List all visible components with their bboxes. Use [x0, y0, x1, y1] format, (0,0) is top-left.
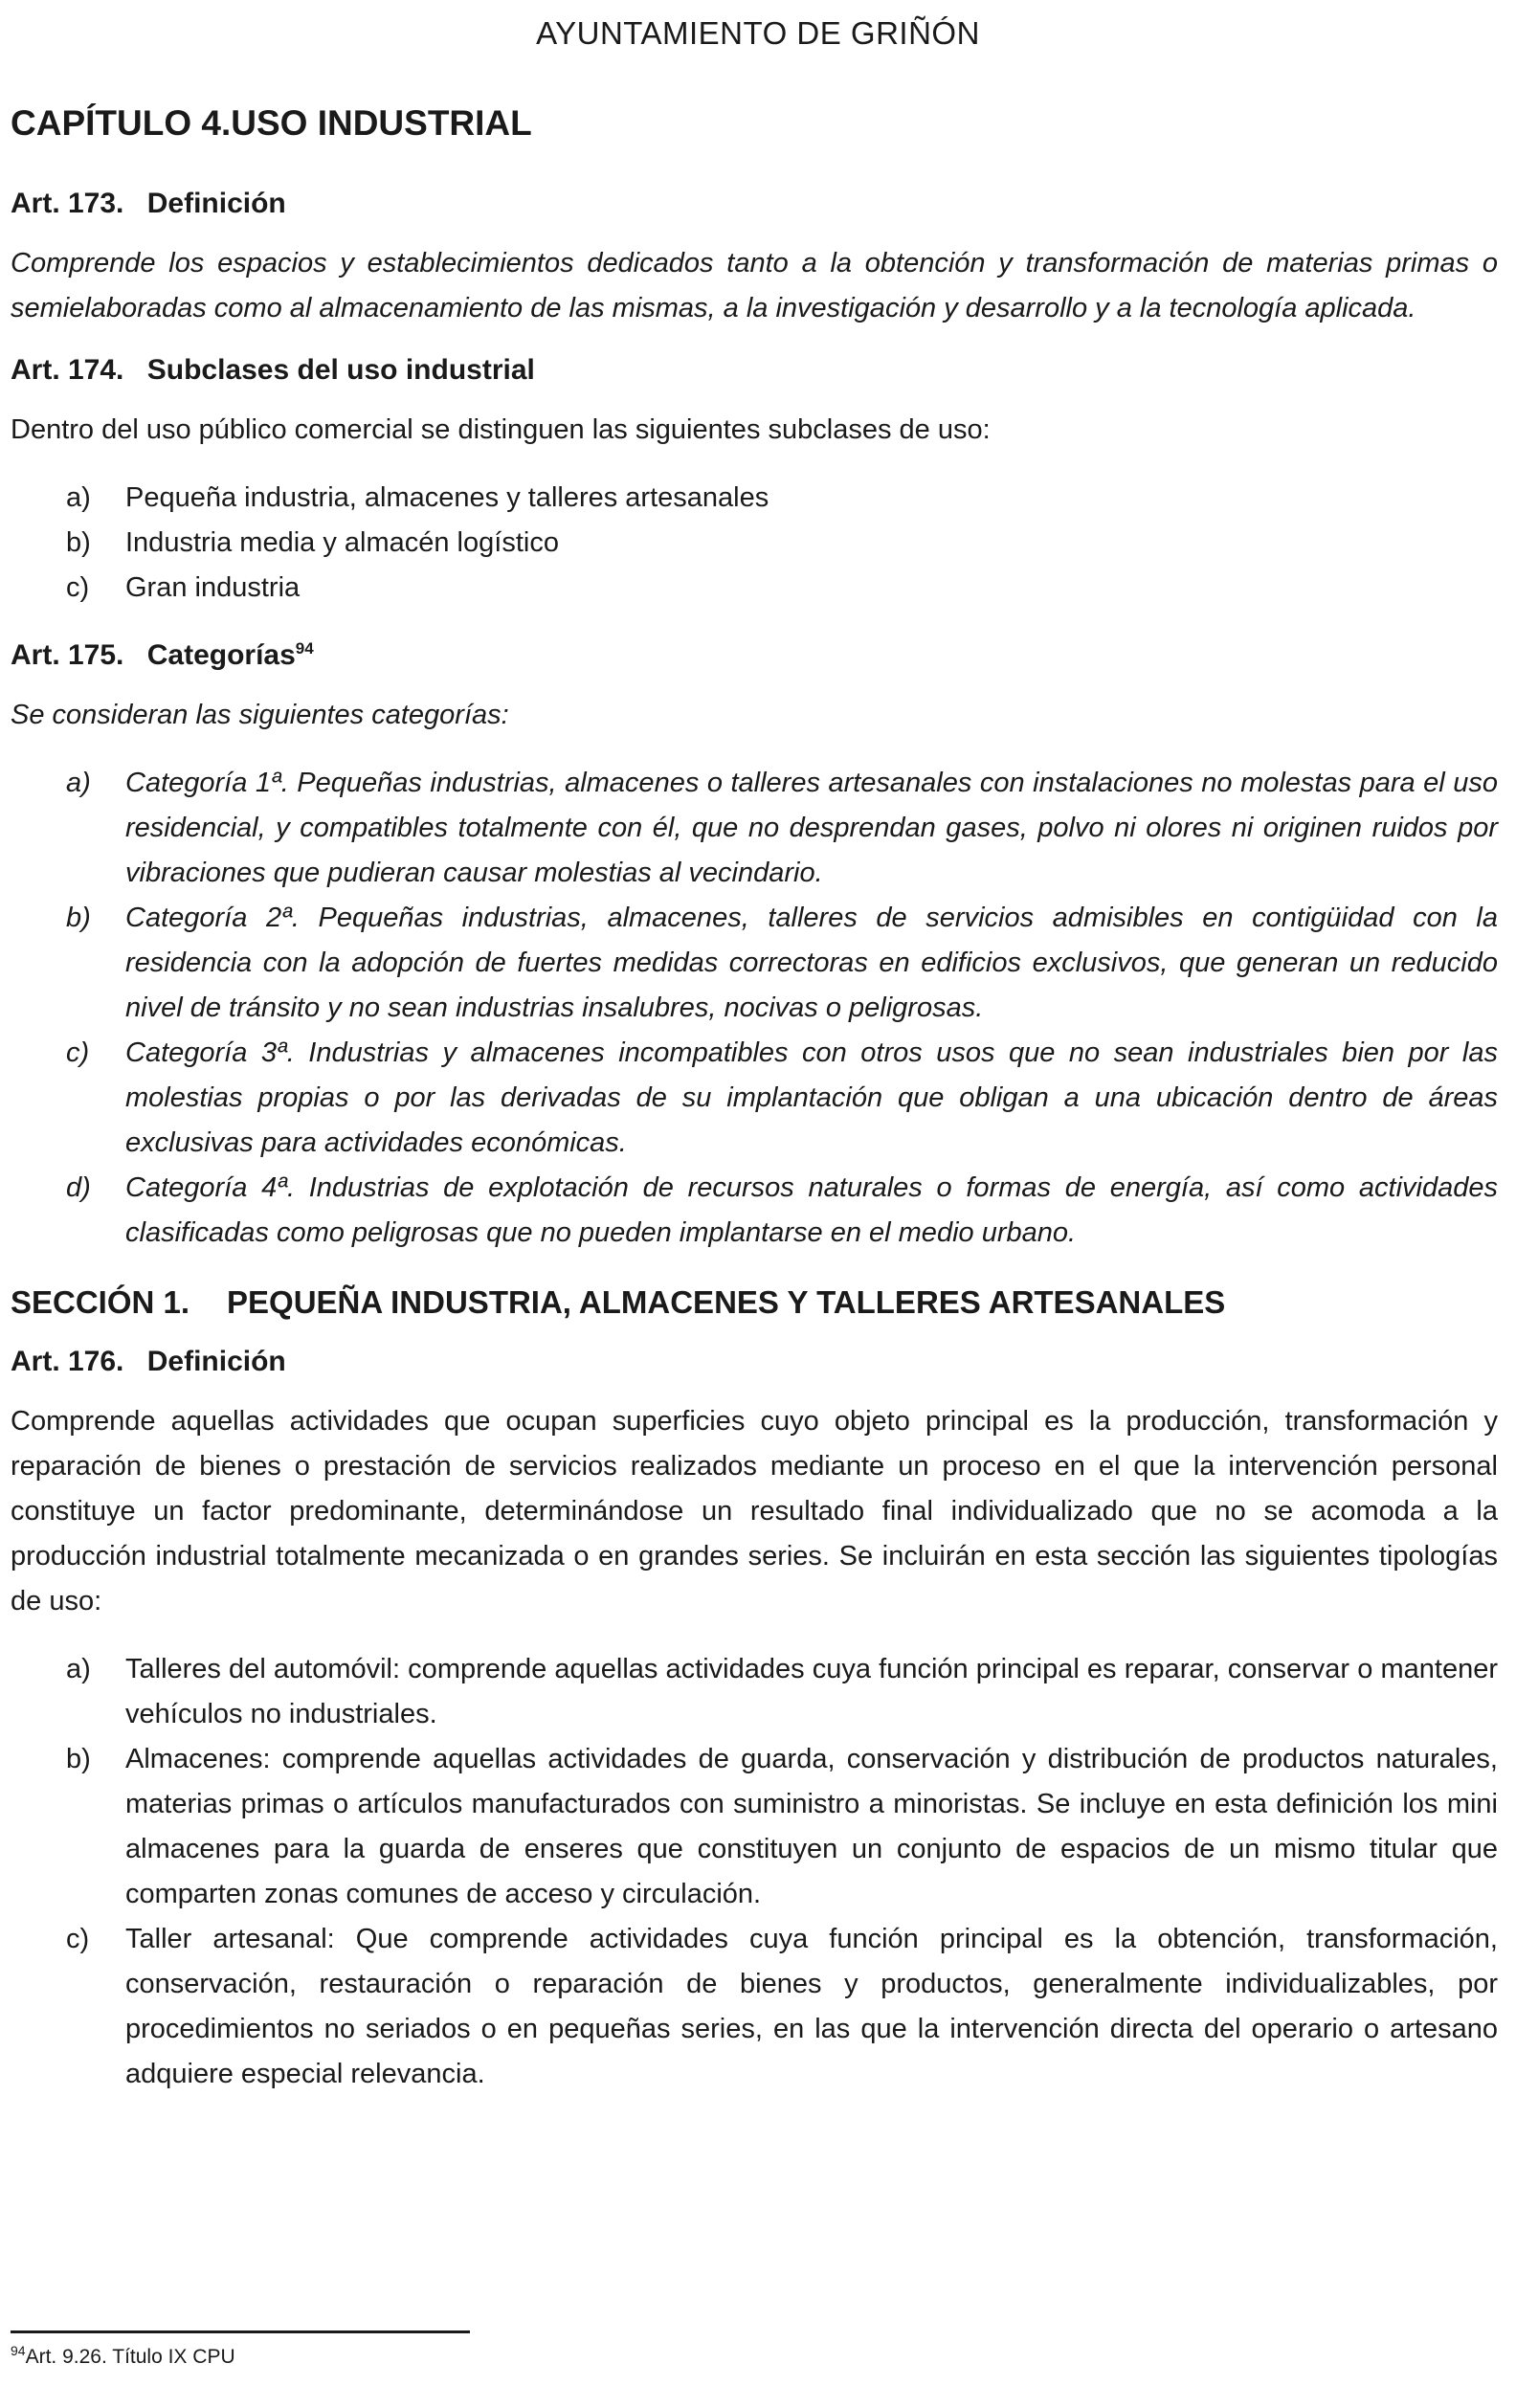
- footnote-divider: [11, 2330, 470, 2333]
- list-item: [11, 761, 1498, 896]
- list-item: [11, 566, 1498, 611]
- article-174-intro: Dentro del uso público comercial se distinguen las siguientes subclases de uso:: [11, 414, 991, 445]
- article-173-text: Comprende los espacios y establecimientos dedicados tanto a la obtención y transformación de materias primas o semielaboradas como al almacenamiento de las mismas, a la investigación y desarrollo y a la tecnología aplicada.: [11, 248, 1498, 323]
- article-175-intro: Se consideran las siguientes categorías:: [11, 700, 509, 730]
- section-number: SECCIÓN 1.: [11, 1284, 190, 1320]
- article-174-list: [11, 476, 1498, 611]
- list-item-text: Almacenes: comprende aquellas actividades de guarda, conservación y distribución de productos naturales, materias primas o artículos manufacturados con suministro a minoristas. Se incluye en esta definición los mini almacenes para la guarda de enseres que constituyen un conjunto de espacios de un mismo titular que comparten zonas comunes de acceso y circulación.: [125, 1744, 1498, 1909]
- list-marker: c): [66, 1924, 90, 1954]
- list-item: [11, 1917, 1498, 2097]
- article-title: Categorías: [146, 639, 296, 671]
- list-marker: b): [66, 903, 91, 933]
- section-1-heading: [11, 1284, 1498, 1321]
- article-173-heading: [11, 188, 1498, 220]
- list-item: [11, 896, 1498, 1031]
- article-number: Art. 174.: [11, 354, 124, 386]
- list-marker: b): [66, 527, 91, 558]
- list-item-text: Categoría 3ª. Industrias y almacenes incompatibles con otros usos que no sean industriales bien por las molestias propias o por las derivadas de su implantación que obligan a una ubicación dentro de áreas exclusivas para actividades económicas.: [125, 1037, 1498, 1158]
- list-item-text: Taller artesanal: Que comprende actividades cuya función principal es la obtención, transformación, conservación, restauración o reparación de bienes y productos, generalmente individualizables, por procedimientos no seriados o en pequeñas series, en las que la intervención directa del operario o artesano adquiere especial relevancia.: [125, 1924, 1498, 2089]
- list-item-text: Categoría 4ª. Industrias de explotación de recursos naturales o formas de energía, así como actividades clasificadas como peligrosas que no pueden implantarse en el medio urbano.: [125, 1172, 1498, 1248]
- article-title: Subclases del uso industrial: [146, 354, 535, 386]
- article-175-list: [11, 761, 1498, 1256]
- article-175-heading: [11, 639, 1498, 672]
- page-content: [11, 103, 1498, 2126]
- article-176-list: [11, 1647, 1498, 2097]
- footnote-number: 94: [11, 2343, 26, 2358]
- list-item-text: Industria media y almacén logístico: [125, 527, 559, 558]
- chapter-heading: [11, 103, 1498, 144]
- footnote-reference[interactable]: 94: [295, 639, 314, 658]
- article-title: Definición: [146, 1346, 286, 1377]
- list-marker: b): [66, 1744, 91, 1774]
- article-number: Art. 173.: [11, 188, 124, 219]
- list-item-text: Talleres del automóvil: comprende aquellas actividades cuya función principal es reparar, conservar o mantener vehículos no industriales.: [125, 1654, 1498, 1729]
- list-marker: a): [66, 482, 91, 513]
- list-item: [11, 1647, 1498, 1737]
- article-number: Art. 176.: [11, 1346, 124, 1377]
- list-item-text: Categoría 2ª. Pequeñas industrias, almacenes, talleres de servicios admisibles en contigüidad con la residencia con la adopción de fuertes medidas correctoras en edificios exclusivos, que generan un reducido nivel de tránsito y no sean industrias insalubres, nocivas o peligrosas.: [125, 903, 1498, 1023]
- footnote-text: Art. 9.26. Título IX CPU: [25, 2346, 235, 2368]
- footnote: [11, 2343, 235, 2369]
- list-item: [11, 1031, 1498, 1166]
- list-item-text: Pequeña industria, almacenes y talleres artesanales: [125, 482, 769, 513]
- page-header: AYUNTAMIENTO DE GRIÑÓN: [536, 15, 980, 51]
- list-marker: a): [66, 1654, 91, 1684]
- list-marker: c): [66, 572, 90, 603]
- article-title: Definición: [146, 188, 286, 219]
- article-176-heading: [11, 1346, 1498, 1378]
- list-item: [11, 521, 1498, 566]
- list-marker: c): [66, 1037, 90, 1068]
- chapter-label: CAPÍTULO 4.: [11, 103, 232, 143]
- list-item: [11, 476, 1498, 521]
- list-item: [11, 1737, 1498, 1917]
- chapter-title: USO INDUSTRIAL: [231, 103, 532, 143]
- list-item: [11, 1166, 1498, 1256]
- article-176-text: Comprende aquellas actividades que ocupan superficies cuyo objeto principal es la producción, transformación y reparación de bienes o prestación de servicios realizados mediante un proceso en el que la intervención personal constituye un factor predominante, determinándose un resultado final individualizado que no se acomoda a la producción industrial totalmente mecanizada o en grandes series. Se incluirán en esta sección las siguientes tipologías de uso:: [11, 1406, 1498, 1616]
- article-174-heading: [11, 354, 1498, 387]
- article-number: Art. 175.: [11, 639, 124, 671]
- list-item-text: Gran industria: [125, 572, 301, 603]
- section-title: PEQUEÑA INDUSTRIA, ALMACENES Y TALLERES ARTESANALES: [227, 1284, 1226, 1320]
- list-marker: d): [66, 1172, 91, 1203]
- list-item-text: Categoría 1ª. Pequeñas industrias, almacenes o talleres artesanales con instalaciones no molestas para el uso residencial, y compatibles totalmente con él, que no desprendan gases, polvo ni olores ni originen ruidos por vibraciones que pudieran causar molestias al vecindario.: [125, 768, 1498, 888]
- list-marker: a): [66, 768, 91, 798]
